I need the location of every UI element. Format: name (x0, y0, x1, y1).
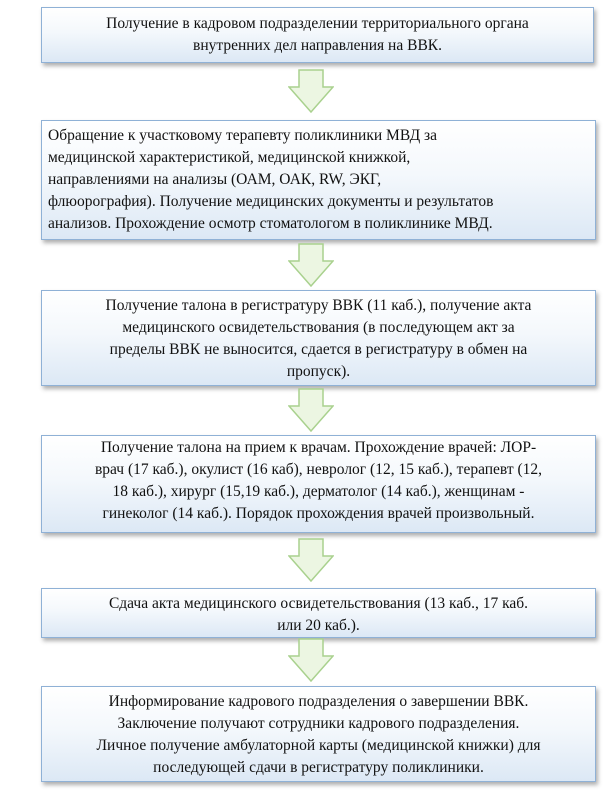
step-3-line-3: пределы ВВК не выносится, сдается в регистратуру в обмен на (109, 341, 528, 358)
down-arrow-icon (288, 388, 334, 432)
step-4-line-4: гинеколог (14 каб.). Порядок прохождения врачей произвольный. (102, 505, 535, 522)
step-6-line-2: Заключение получают сотрудники кадрового подразделения. (117, 715, 520, 732)
step-1-line-2: внутренних дел направления на ВВК. (193, 37, 442, 54)
step-2-box (41, 120, 596, 240)
step-6-box (41, 686, 596, 782)
step-2-line-5: анализов. Прохождение осмотр стоматологом в поликлинике МВД. (48, 215, 493, 232)
step-6-line-3: Личное получение амбулаторной карты (медицинской книжки) для (96, 737, 541, 754)
step-2-line-2: медицинской характеристикой, медицинской книжкой, (48, 149, 411, 166)
step-4-line-3: 18 каб.), хирург (15,19 каб.), дерматолог (14 каб.), женщинам - (112, 483, 525, 500)
step-3-line-1: Получение талона в регистратуру ВВК (11 каб.), получение акта (105, 297, 532, 314)
down-arrow-icon (288, 538, 334, 582)
down-arrow-icon (288, 69, 334, 113)
step-3-line-2: медицинского освидетельствования (в последующем акт за (122, 319, 515, 336)
down-arrow-icon (288, 638, 334, 682)
step-3-line-4: пропуск). (286, 363, 351, 380)
step-1-line-1: Получение в кадровом подразделении территориального органа (106, 15, 529, 32)
step-6-line-1: Информирование кадрового подразделения о завершении ВВК. (108, 693, 529, 710)
step-4-box (41, 435, 596, 533)
step-5-box (41, 588, 596, 638)
step-3-box (41, 290, 596, 386)
step-1-box (41, 7, 594, 63)
step-4-line-1: Получение талона на прием к врачам. Прохождение врачей: ЛОР- (100, 439, 537, 456)
step-5-line-1: Сдача акта медицинского освидетельствования (13 каб., 17 каб. (108, 595, 529, 612)
down-arrow-icon (288, 243, 334, 287)
step-2-line-1: Обращение к участковому терапевту поликлиники МВД за (48, 127, 438, 144)
step-2-line-3: направлениями на анализы (ОАМ, ОАК, RW, ЭКГ, (48, 171, 382, 188)
step-6-line-4: последующей сдачи в регистратуру поликлиники. (153, 759, 484, 776)
step-4-line-2: врач (17 каб.), окулист (16 каб), невролог (12, 15 каб.), терапевт (12, (94, 461, 543, 478)
step-5-line-2: или 20 каб.). (277, 617, 360, 634)
step-2-line-4: флюорография). Получение медицинских документы и результатов (48, 193, 494, 210)
